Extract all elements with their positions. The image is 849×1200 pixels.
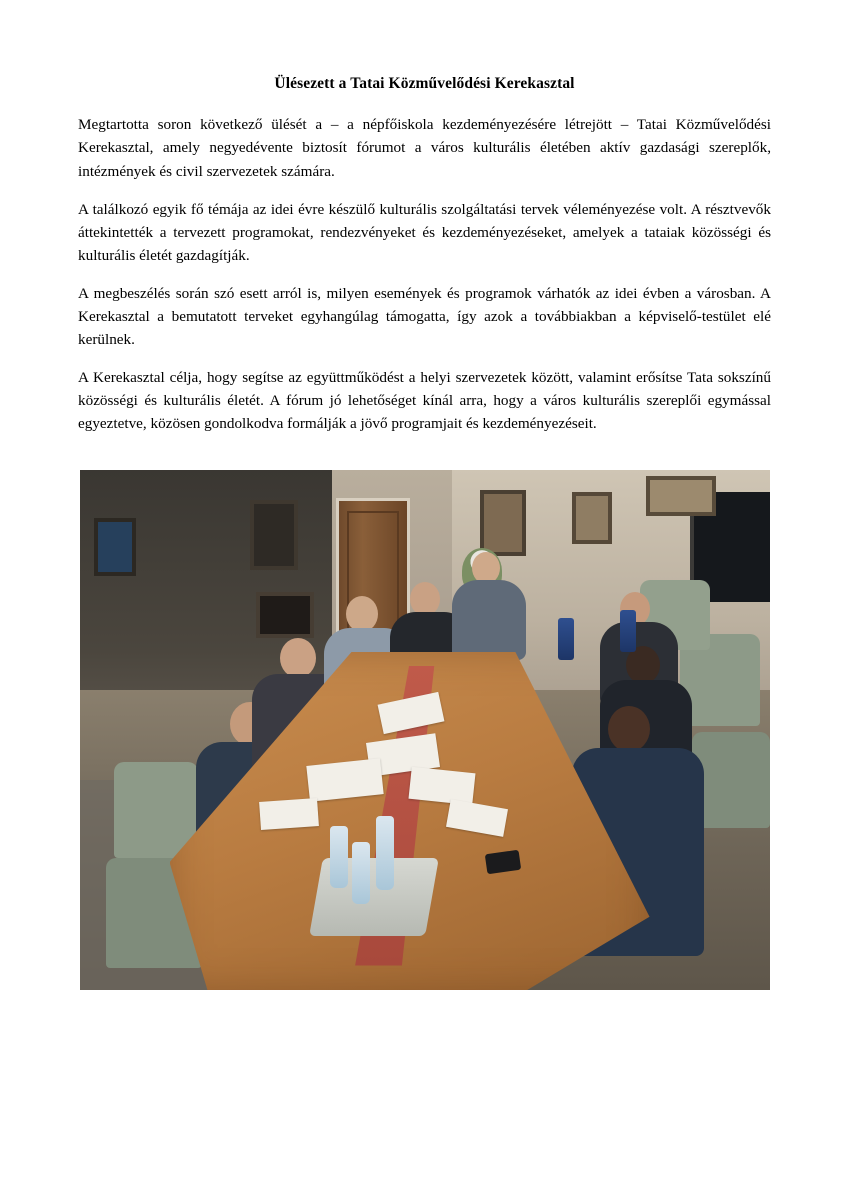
page-title: Ülésezett a Tatai Közművelődési Kerekasztal [274, 75, 575, 92]
paragraph-3: A megbeszélés során szó esett arról is, milyen események és programok várhatók az idei évben a városban. A Kerekasztal a bemutatott terveket egyhangúlag támogatta, így azok a továbbiakban a képviselő-testület elé kerülnek. [78, 284, 771, 349]
photo-wall-picture-4 [480, 490, 526, 556]
meeting-photo [80, 470, 770, 990]
paragraph-1: Megtartotta soron következő ülését a – a népfőiskola kezdeményezésére létrejött – Tatai Közművelődési Kerekasztal, amely negyedévente biztosít fórumot a város kulturális életében aktív gazdasági szereplők, intézmények és civil szervezetek számára. [78, 116, 771, 180]
photo-wall-picture-1 [250, 500, 298, 570]
photo-wall-picture-3 [94, 518, 136, 576]
photo-wall-picture-6 [646, 476, 716, 516]
photo-container [78, 470, 771, 990]
photo-water-bottle [330, 826, 348, 888]
photo-water-bottle [558, 618, 574, 660]
photo-water-bottle [352, 842, 370, 904]
paragraph-2: A találkozó egyik fő témája az idei évre készülő kulturális szolgáltatási tervek véleményezése volt. A résztvevők áttekintették a tervezett programokat, rendezvényeket és kezdeményezéseket, amelyek a tataiak közösségi és kulturális életét gazdagítják. [78, 200, 771, 264]
photo-document [306, 758, 383, 802]
paragraph-4: A Kerekasztal célja, hogy segítse az együttműködést a helyi szervezetek között, valamint erősítse Tata sokszínű közösségi és kulturális életét. A fórum jó lehetőséget kínál arra, hogy a város kulturális szereplői egymással egyeztetve, közösen gondolkodva formálják a jövő programjait és kezdeményezéseit. [78, 369, 771, 433]
photo-water-bottle [620, 610, 636, 652]
photo-wall-picture-2 [256, 592, 314, 638]
photo-water-bottle [376, 816, 394, 890]
photo-document [408, 766, 475, 805]
photo-phone [484, 849, 520, 874]
photo-tray [309, 858, 439, 936]
photo-chair [114, 762, 198, 858]
photo-wall-picture-5 [572, 492, 612, 544]
photo-document [259, 798, 319, 830]
